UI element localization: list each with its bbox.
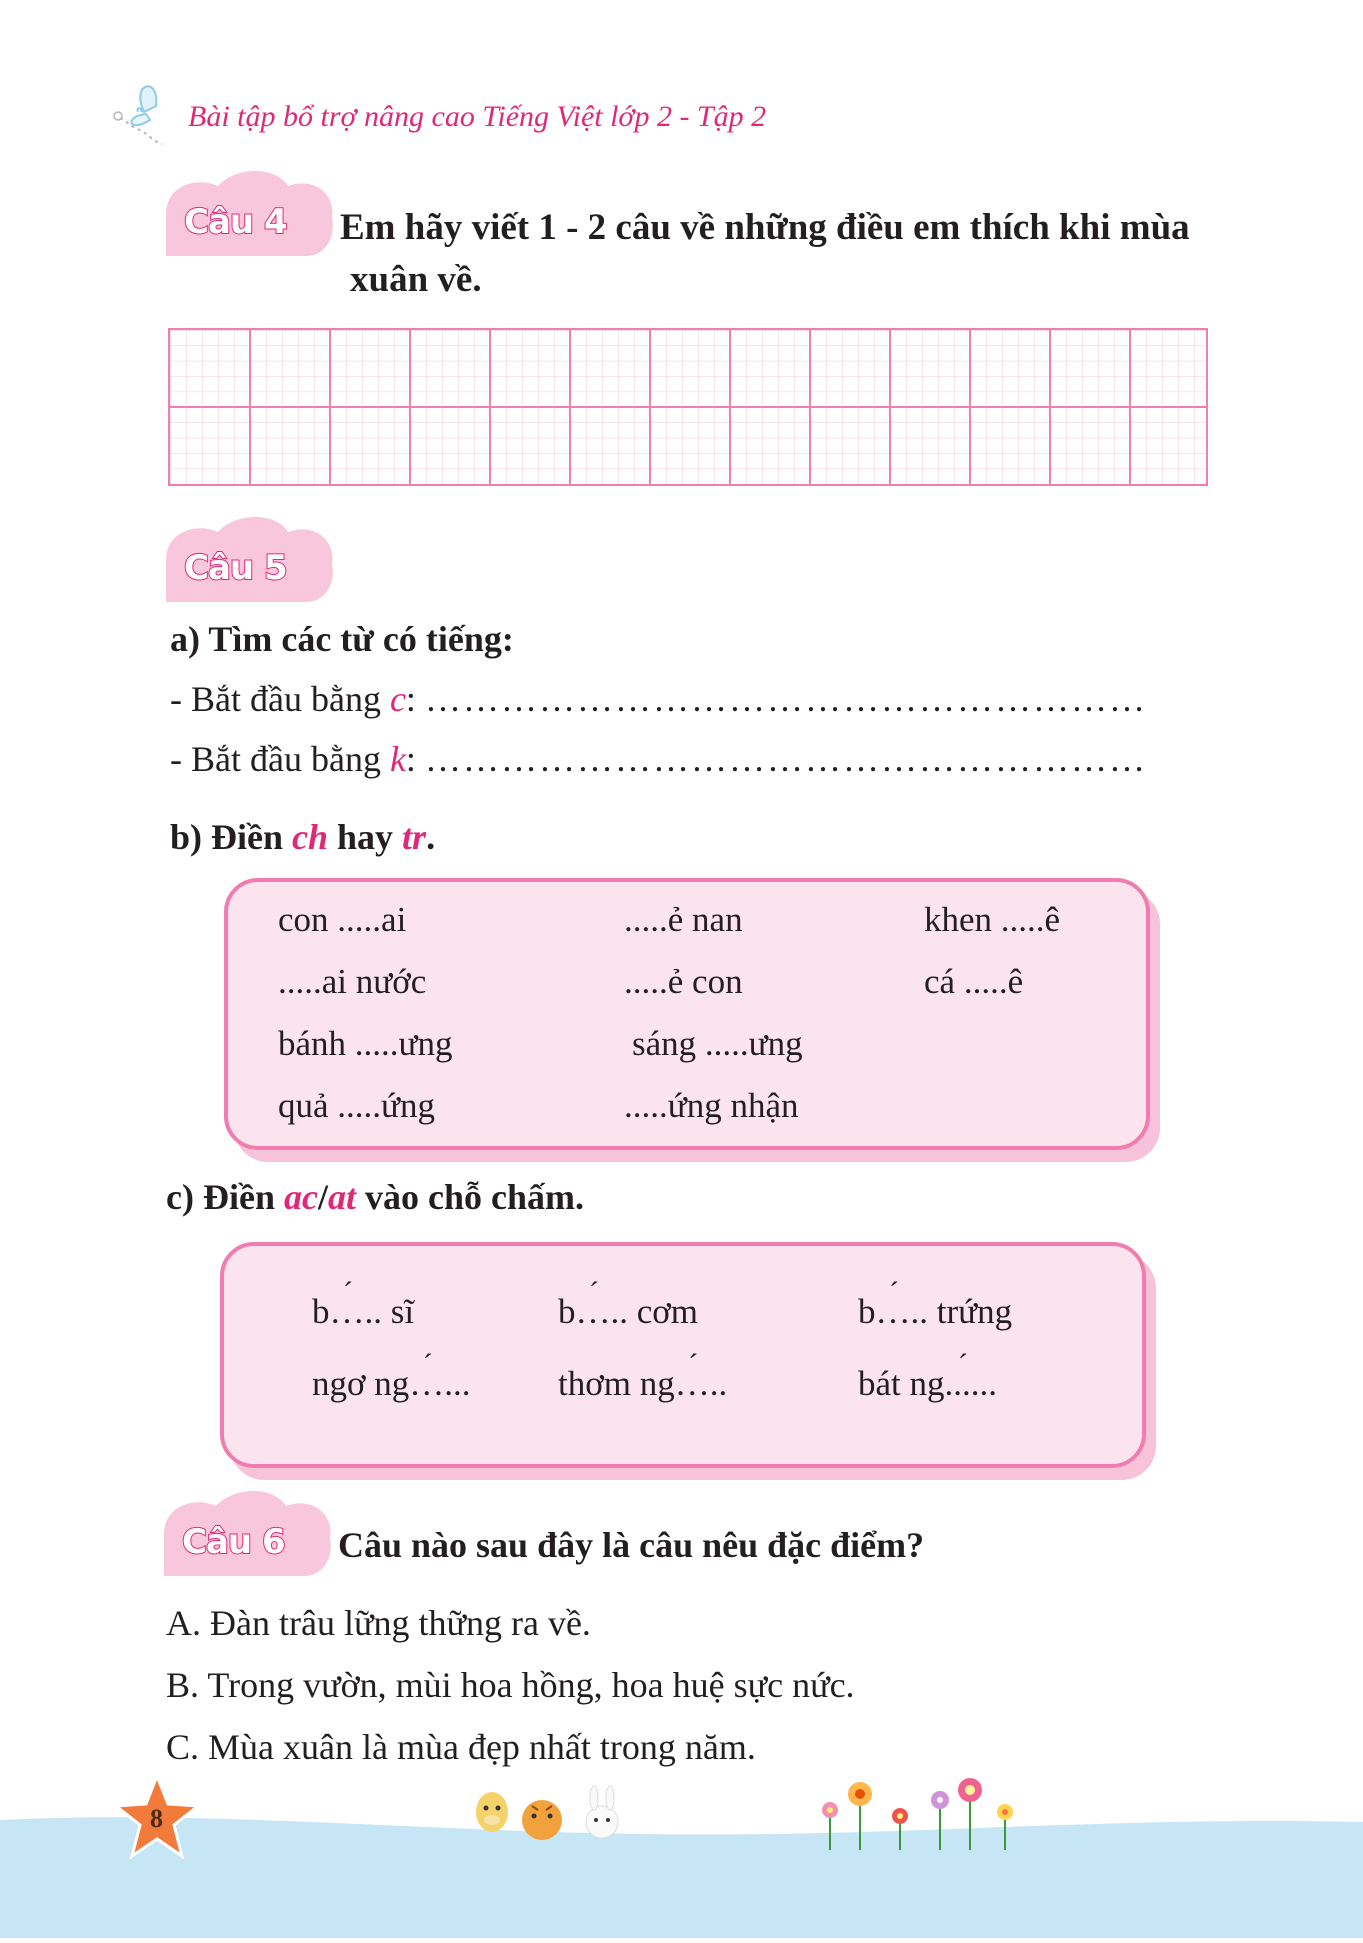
fill-item[interactable]: sáng .....ưng — [632, 1024, 803, 1063]
slash: / — [317, 1177, 328, 1217]
part-c-box — [220, 1242, 1146, 1468]
fill-item[interactable]: .....ẻ con — [624, 962, 743, 1001]
part-a-heading: a) Tìm các từ có tiếng: — [170, 619, 514, 659]
question-6-label: Câu 6 — [182, 1522, 285, 1562]
part-b-heading-prefix: b) Điền — [170, 817, 293, 857]
fill-item[interactable]: quả .....ứng — [278, 1086, 436, 1125]
fill-item[interactable]: b….. trứng ´ — [858, 1292, 1012, 1332]
part-a-line-c — [170, 678, 1147, 720]
question-4-label: Câu 4 — [184, 202, 287, 242]
option-a[interactable]: A. Đàn trâu lững thững ra về. — [166, 1603, 591, 1643]
answer-blank-c[interactable]: ………………………………………………… — [424, 679, 1147, 719]
fill-item[interactable]: b….. sĩ ´ — [312, 1292, 414, 1332]
fill-item[interactable]: thơm ng….. ´ — [558, 1364, 727, 1404]
fill-item[interactable]: .....ứng nhận — [624, 1086, 799, 1125]
fill-item[interactable]: con .....ai — [278, 900, 407, 939]
part-a-line-c-prefix: - Bắt đầu bằng — [170, 679, 390, 719]
sky-wave-background — [0, 1800, 1363, 1943]
part-b-heading — [170, 816, 435, 858]
animals-illustration — [468, 1780, 638, 1855]
question-6-text: Câu nào sau đây là câu nêu đặc điểm? — [338, 1525, 925, 1565]
fill-item[interactable]: b….. cơm ´ — [558, 1292, 698, 1332]
option-b[interactable]: B. Trong vườn, mùi hoa hồng, hoa huệ sực nức. — [166, 1665, 855, 1705]
part-b-box — [224, 878, 1150, 1150]
page-number: 8 — [150, 1804, 163, 1833]
part-c-heading-end: vào chỗ chấm. — [355, 1177, 584, 1217]
question-4-text-line2: xuân về. — [350, 259, 482, 300]
part-a-line-k-prefix: - Bắt đầu bằng — [170, 739, 390, 779]
ac-label: ac — [283, 1177, 318, 1217]
part-a-line-k-suffix: : — [405, 739, 425, 779]
question-5-label: Câu 5 — [184, 548, 287, 588]
part-a-line-c-suffix: : — [405, 679, 425, 719]
at-label: at — [327, 1177, 356, 1217]
fill-item[interactable]: cá .....ê — [924, 962, 1024, 1001]
part-b-heading-mid: hay — [328, 817, 403, 857]
part-b-heading-end: . — [426, 817, 436, 857]
part-c-heading-prefix: c) Điền — [166, 1177, 284, 1217]
fill-item[interactable]: .....ai nước — [278, 962, 427, 1001]
option-c[interactable]: C. Mùa xuân là mùa đẹp nhất trong năm. — [166, 1727, 756, 1767]
answer-blank-k[interactable]: ………………………………………………… — [424, 739, 1147, 779]
handwriting-grid[interactable] — [168, 328, 1208, 486]
fill-item[interactable]: bát ng...... ´ — [858, 1364, 997, 1404]
flowers-illustration — [810, 1772, 1030, 1857]
question-6-badge — [164, 1486, 334, 1582]
part-a-line-k — [170, 738, 1147, 780]
part-c-heading — [166, 1176, 584, 1218]
ch-label: ch — [292, 817, 329, 857]
book-title: Bài tập bổ trợ nâng cao Tiếng Việt lớp 2 - Tập 2 — [188, 100, 767, 133]
question-4-badge — [166, 166, 336, 262]
letter-c: c — [389, 679, 406, 719]
question-5-badge — [166, 512, 336, 608]
question-4-text-line1: Em hãy viết 1 - 2 câu về những điều em thích khi mùa — [340, 207, 1190, 248]
letter-k: k — [389, 739, 406, 779]
fill-item[interactable]: ngơ ng…... ´ — [312, 1364, 471, 1404]
fill-item[interactable]: .....ẻ nan — [624, 900, 743, 939]
fill-item[interactable]: bánh .....ưng — [278, 1024, 453, 1063]
fill-item[interactable]: khen .....ê — [924, 900, 1061, 939]
butterfly-icon — [110, 72, 190, 157]
tr-label: tr — [402, 817, 427, 857]
